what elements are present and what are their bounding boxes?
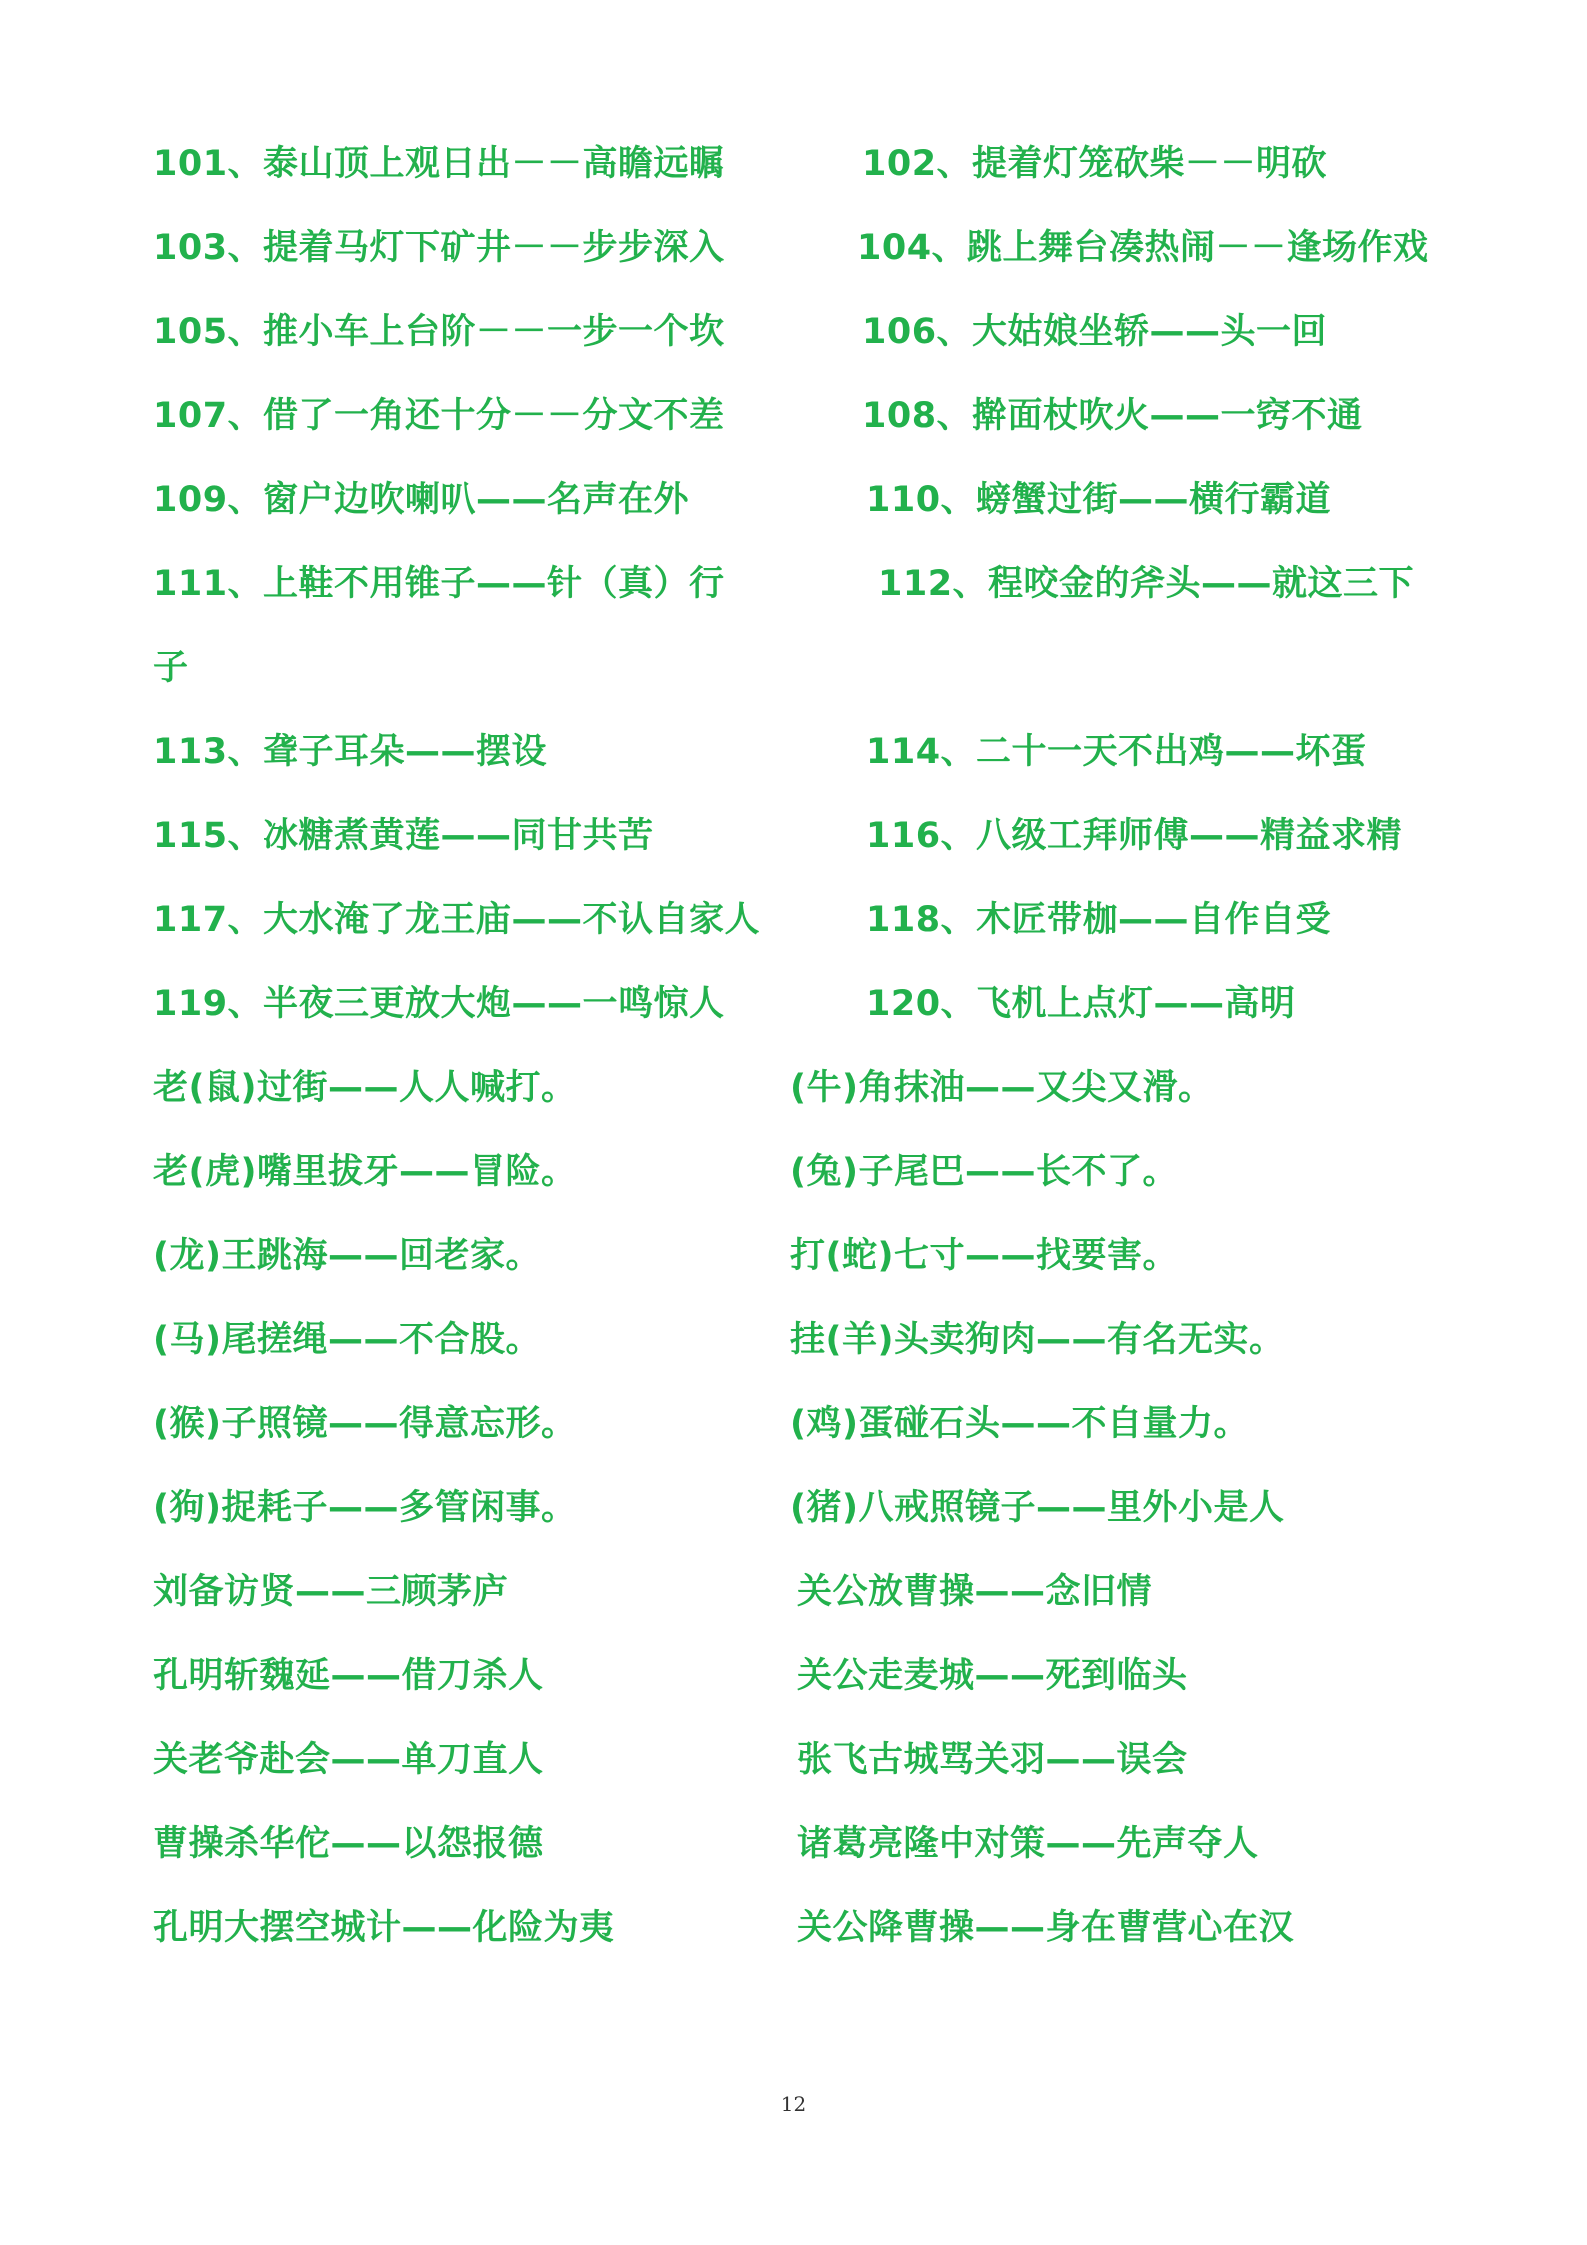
idiom-row — [0, 388, 1587, 444]
idiom-right: 110、螃蟹过街——横行霸道 — [866, 480, 1332, 520]
idiom-row — [0, 1648, 1587, 1704]
idiom-left: 117、大水淹了龙王庙——不认自家人 — [153, 900, 761, 940]
idiom-row — [0, 1144, 1587, 1200]
idiom-right: 关公降曹操——身在曹营心在汉 — [797, 1908, 1295, 1948]
idiom-right: 118、木匠带枷——自作自受 — [866, 900, 1332, 940]
idiom-row — [0, 808, 1587, 864]
idiom-left: 关老爷赴会——单刀直人 — [153, 1740, 544, 1780]
idiom-row — [0, 556, 1587, 612]
idiom-row — [0, 1060, 1587, 1116]
idiom-left: 老(虎)嘴里拔牙——冒险。 — [153, 1152, 577, 1192]
idiom-right: 诸葛亮隆中对策——先声夺人 — [797, 1824, 1259, 1864]
idiom-row — [0, 724, 1587, 780]
idiom-row — [0, 136, 1587, 192]
idiom-row — [0, 304, 1587, 360]
idiom-row — [0, 1564, 1587, 1620]
idiom-left: 105、推小车上台阶－－一步一个坎 — [153, 312, 725, 352]
idiom-left: 107、借了一角还十分－－分文不差 — [153, 396, 725, 436]
idiom-right: 106、大姑娘坐轿——头一回 — [862, 312, 1328, 352]
idiom-row — [0, 976, 1587, 1032]
idiom-right: (猪)八戒照镜子——里外小是人 — [790, 1488, 1285, 1528]
idiom-left: (猴)子照镜——得意忘形。 — [153, 1404, 577, 1444]
idiom-left: 刘备访贤——三顾茅庐 — [153, 1572, 509, 1612]
idiom-row — [0, 1480, 1587, 1536]
idiom-left: 101、泰山顶上观日出－－高瞻远瞩 — [153, 144, 725, 184]
idiom-right: (兔)子尾巴——长不了。 — [790, 1152, 1178, 1192]
idiom-right: 关公走麦城——死到临头 — [797, 1656, 1188, 1696]
idiom-row — [0, 1816, 1587, 1872]
idiom-left: 109、窗户边吹喇叭——名声在外 — [153, 480, 690, 520]
idiom-left: 孔明斩魏延——借刀杀人 — [153, 1656, 544, 1696]
idiom-left: 119、半夜三更放大炮——一鸣惊人 — [153, 984, 725, 1024]
idiom-row — [0, 1732, 1587, 1788]
idiom-right: 打(蛇)七寸——找要害。 — [790, 1236, 1178, 1276]
idiom-right: 挂(羊)头卖狗肉——有名无实。 — [790, 1320, 1285, 1360]
idiom-left: 子 — [153, 648, 189, 688]
idiom-right: (鸡)蛋碰石头——不自量力。 — [790, 1404, 1249, 1444]
idiom-right: 102、提着灯笼砍柴－－明砍 — [862, 144, 1328, 184]
idiom-right: 112、程咬金的斧头——就这三下 — [878, 564, 1415, 604]
idiom-left: 孔明大摆空城计——化险为夷 — [153, 1908, 615, 1948]
page-number: 12 — [780, 2092, 807, 2116]
idiom-right: 张飞古城骂关羽——误会 — [797, 1740, 1188, 1780]
idiom-row — [0, 1228, 1587, 1284]
idiom-right: 116、八级工拜师傅——精益求精 — [866, 816, 1403, 856]
idiom-left: 曹操杀华佗——以怨报德 — [153, 1824, 544, 1864]
idiom-row — [0, 1312, 1587, 1368]
idiom-left: (马)尾搓绳——不合股。 — [153, 1320, 541, 1360]
idiom-left: 老(鼠)过街——人人喊打。 — [153, 1068, 577, 1108]
idiom-left: 111、上鞋不用锥子——针（真）行 — [153, 564, 725, 604]
idiom-right: 关公放曹操——念旧情 — [797, 1572, 1153, 1612]
idiom-left: 113、聋子耳朵——摆设 — [153, 732, 548, 772]
idiom-left: 103、提着马灯下矿井－－步步深入 — [153, 228, 725, 268]
idiom-left: (龙)王跳海——回老家。 — [153, 1236, 541, 1276]
idiom-row — [0, 640, 1587, 696]
idiom-right: 108、擀面杖吹火——一窍不通 — [862, 396, 1363, 436]
idiom-right: 120、飞机上点灯——高明 — [866, 984, 1296, 1024]
idiom-left: 115、冰糖煮黄莲——同甘共苦 — [153, 816, 654, 856]
idiom-row — [0, 1900, 1587, 1956]
idiom-right: 104、跳上舞台凑热闹－－逢场作戏 — [857, 228, 1429, 268]
idiom-row — [0, 472, 1587, 528]
idiom-left: (狗)捉耗子——多管闲事。 — [153, 1488, 577, 1528]
idiom-row — [0, 220, 1587, 276]
idiom-row — [0, 892, 1587, 948]
idiom-right: 114、二十一天不出鸡——坏蛋 — [866, 732, 1367, 772]
idiom-row — [0, 1396, 1587, 1452]
idiom-right: (牛)角抹油——又尖又滑。 — [790, 1068, 1214, 1108]
